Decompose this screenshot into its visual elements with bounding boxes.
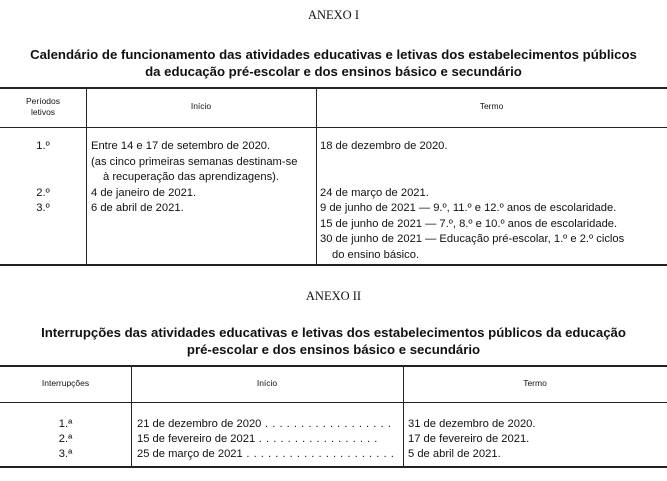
annex2-row1-start-text: 21 de dezembro de 2020 — [137, 418, 262, 430]
annex1-title-line2: da educação pré-escolar e dos ensinos básico e secundário — [145, 64, 522, 79]
annex2-row1-number: 1.ª — [58, 418, 73, 430]
annex2-title-line2: pré-escolar e dos ensinos básico e secundário — [186, 342, 481, 357]
annex1-header-periods-line2: letivos — [30, 107, 56, 117]
annex1-row3-period: 3.º — [36, 202, 50, 214]
annex2-title-line1: Interrupções das atividades educativas e letivas dos estabelecimentos públicos da educação — [41, 325, 626, 340]
annex2-row2-start — [137, 432, 378, 448]
annex1-row1-start-line2: (as cinco primeiras semanas destinam-se — [91, 155, 298, 168]
annex1-header-rule — [0, 127, 667, 128]
annex1-row3-end-line4: do ensino básico. — [332, 248, 420, 261]
annex1-header-periods — [0, 96, 86, 118]
annex2-row1-start — [137, 417, 391, 433]
annex2-row3-leader: . . . . . . . . . . . . . . . . . . . . . — [242, 448, 395, 460]
annex1-row2-period: 2.º — [36, 187, 50, 199]
annex1-row1-start-line1: Entre 14 e 17 de setembro de 2020. — [91, 140, 271, 152]
annex1-header-start: Início — [190, 101, 212, 111]
annex1-bottom-rule — [0, 264, 667, 266]
annex2-bottom-rule — [0, 466, 667, 468]
annex2-header-end: Termo — [523, 378, 547, 388]
annex2-row2-start-text: 15 de fevereiro de 2021 — [137, 433, 256, 445]
annex2-row3-end: 5 de abril de 2021. — [408, 448, 501, 460]
annex2-row3-start-text: 25 de março de 2021 — [137, 448, 243, 460]
annex2-row2-leader: . . . . . . . . . . . . . . . . . — [255, 433, 378, 445]
annex1-header-periods-line1: Períodos — [25, 96, 61, 106]
annex2-row1-leader: . . . . . . . . . . . . . . . . . . — [261, 418, 392, 430]
annex1-title — [0, 46, 667, 80]
annex1-row3-end-line1: 9 de junho de 2021 — 9.º, 11.º e 12.º anos de escolaridade. — [320, 202, 617, 214]
annex1-row3-end — [320, 201, 624, 263]
annex1-row3-end-line2: 15 de junho de 2021 — 7.º, 8.º e 10.º anos de escolaridade. — [320, 217, 618, 230]
annex1-label: ANEXO I — [307, 8, 360, 22]
annex1-row1-start — [91, 139, 297, 186]
annex2-row1-end: 31 de dezembro de 2020. — [408, 418, 536, 430]
annex2-header-rule — [0, 402, 667, 403]
annex1-header-end: Termo — [479, 101, 504, 111]
annex2-row3-start — [137, 447, 394, 463]
annex2-header-interruptions: Interrupções — [41, 378, 90, 388]
annex2-header-start: Início — [256, 378, 278, 388]
annex2-label: ANEXO II — [305, 289, 362, 303]
annex1-row1-period: 1.º — [36, 140, 50, 152]
annex1-col-divider-1 — [86, 88, 87, 264]
annex2-top-rule — [0, 365, 667, 367]
annex1-row1-start-line3: à recuperação das aprendizagens). — [103, 171, 280, 183]
annex1-row2-end: 24 de março de 2021. — [320, 187, 429, 199]
annex1-title-line1: Calendário de funcionamento das atividades educativas e letivas dos estabelecimentos públicos — [30, 47, 637, 62]
annex1-row2-start: 4 de janeiro de 2021. — [91, 187, 197, 199]
annex1-top-rule — [0, 87, 667, 89]
annex2-row2-end: 17 de fevereiro de 2021. — [408, 433, 530, 445]
annex2-row3-number: 3.ª — [58, 448, 73, 460]
annex1-col-divider-2 — [316, 88, 317, 264]
annex2-title — [0, 324, 667, 358]
annex1-row3-end-line3: 30 de junho de 2021 — Educação pré-escolar, 1.º e 2.º ciclos — [320, 233, 625, 245]
annex2-row2-number: 2.ª — [58, 433, 73, 445]
annex1-row3-start: 6 de abril de 2021. — [91, 202, 184, 214]
annex1-row1-end: 18 de dezembro de 2020. — [320, 140, 448, 152]
